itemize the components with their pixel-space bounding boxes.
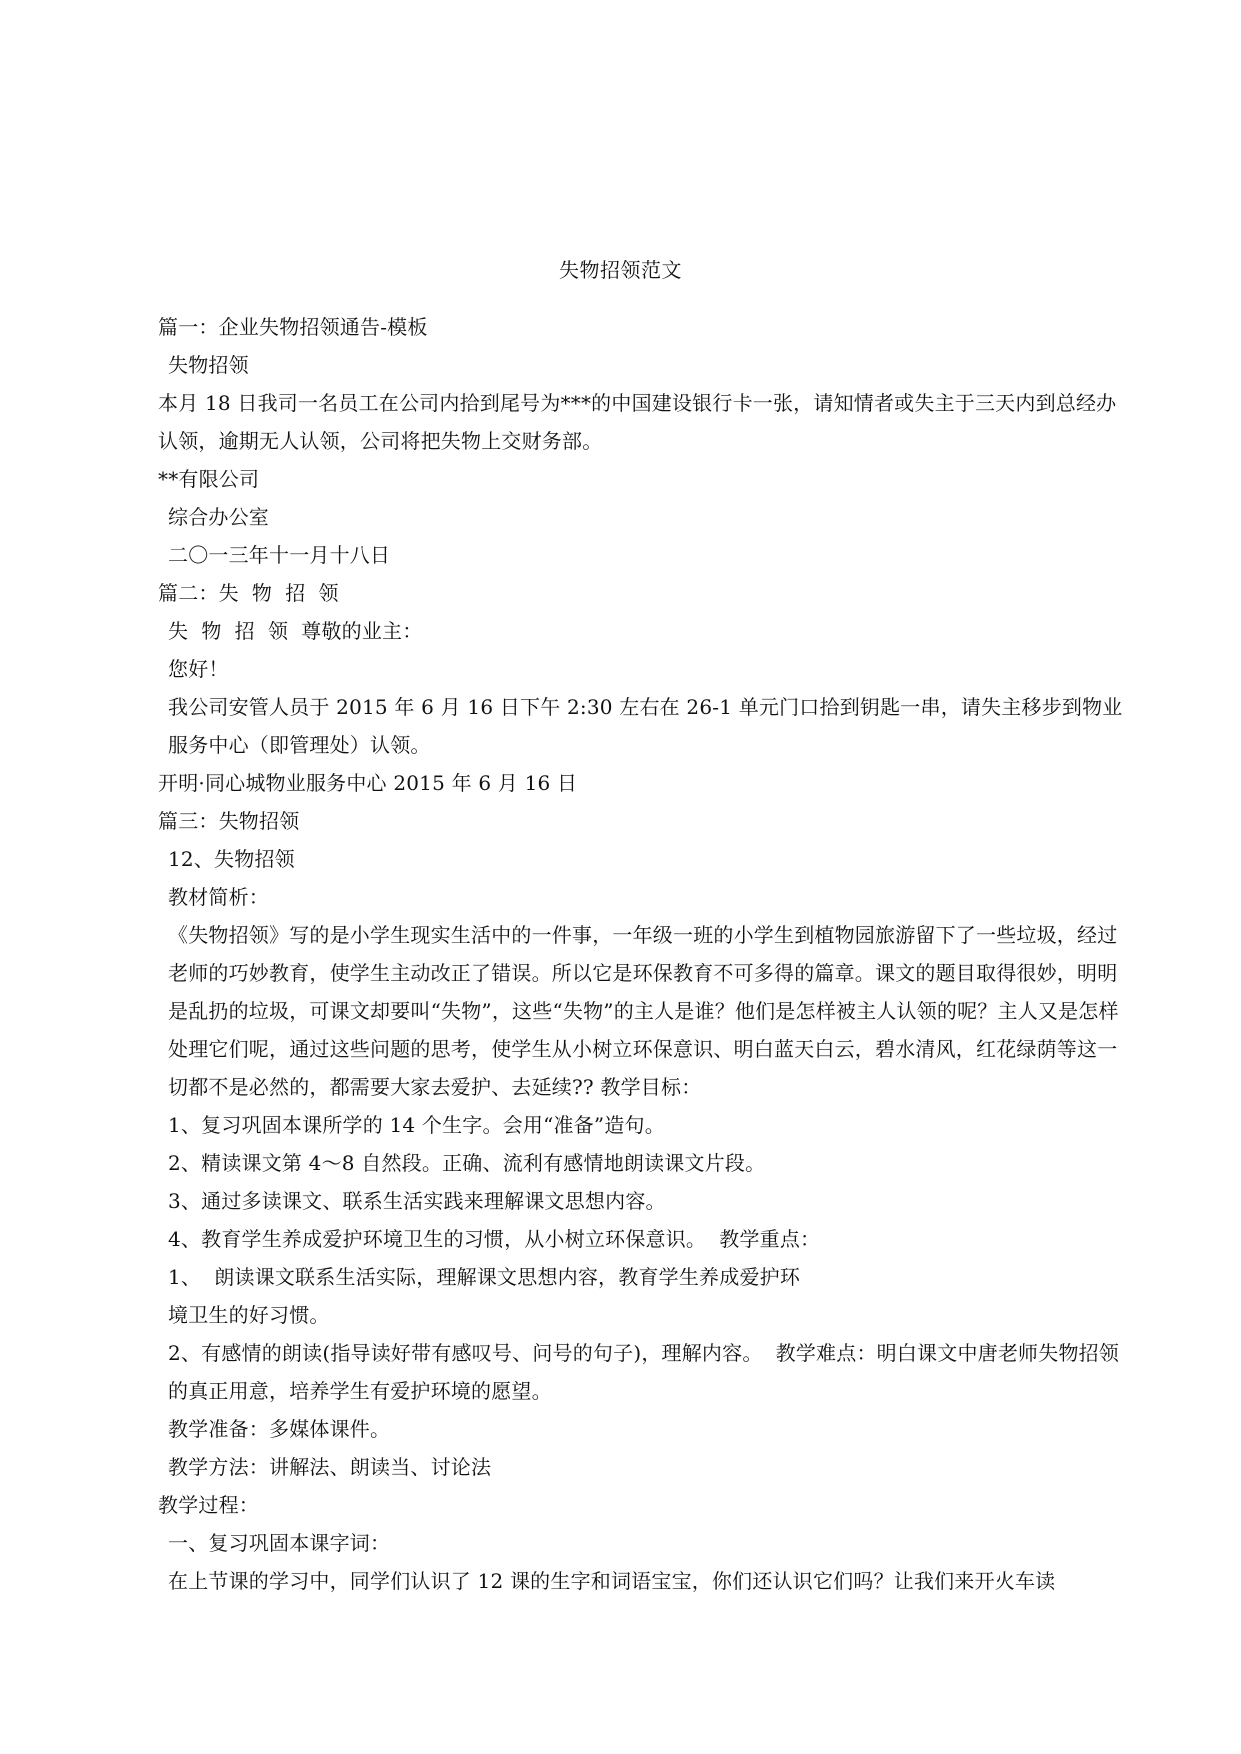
notice-heading-salutation: 失 物 招 领 尊敬的业主：	[168, 619, 423, 643]
teaching-process-heading: 教学过程：	[158, 1493, 259, 1517]
key-point-item-1: 1、 朗读课文联系生活实际，理解课文思想内容，教育学生养成爱护环	[168, 1265, 801, 1289]
notice-heading: 失物招领	[168, 353, 249, 377]
company-name: **有限公司	[158, 467, 260, 491]
teaching-methods: 教学方法：讲解法、朗读当、讨论法	[168, 1455, 492, 1479]
key-point-item-2: 2、有感情的朗读(指导读好带有感叹号、问号的句子)，理解内容。 教学难点：明白课文中唐老师失物招领的真正用意，培养学生有爱护环境的愿望。	[168, 1341, 1120, 1403]
notice-body-2: 我公司安管人员于 2015 年 6 月 16 日下午 2:30 左右在 26-1 单元门口拾到钥匙一串，请失主移步到物业服务中心（即管理处）认领。	[168, 695, 1123, 757]
notice-date: 二〇一三年十一月十八日	[168, 543, 391, 567]
department-name: 综合办公室	[168, 505, 269, 529]
objective-item-2: 2、精读课文第 4～8 自然段。正确、流利有感情地朗读课文片段。	[168, 1151, 766, 1175]
objective-item-1: 1、复习巩固本课所学的 14 个生字。会用“准备”造句。	[168, 1113, 665, 1137]
objective-item-3: 3、通过多读课文、联系生活实践来理解课文思想内容。	[168, 1189, 666, 1213]
signature-line: 开明·同心城物业服务中心 2015 年 6 月 16 日	[158, 771, 578, 795]
section-heading-3: 篇三：失物招领	[158, 809, 300, 833]
notice-body: 本月 18 日我司一名员工在公司内拾到尾号为***的中国建设银行卡一张，请知情者或失主于三天内到总经办认领，逾期无人认领，公司将把失物上交财务部。	[158, 391, 1117, 453]
lesson-title: 12、失物招领	[168, 847, 295, 871]
teaching-preparation: 教学准备：多媒体课件。	[168, 1417, 391, 1441]
process-step-1-body: 在上节课的学习中，同学们认识了 12 课的生字和词语宝宝，你们还认识它们吗？让我们来开火车读	[168, 1569, 1056, 1593]
section-heading-1: 篇一：企业失物招领通告-模板	[158, 315, 428, 339]
material-analysis-heading: 教材简析：	[168, 885, 269, 909]
greeting: 您好！	[168, 657, 229, 681]
process-step-1-heading: 一、复习巩固本课字词：	[168, 1531, 391, 1555]
material-analysis-body: 《失物招领》写的是小学生现实生活中的一件事，一年级一班的小学生到植物园旅游留下了一些垃圾，经过老师的巧妙教育，使学生主动改正了错误。所以它是环保教育不可多得的篇章。课文的题目取得很妙，明明是乱扔的垃圾，可课文却要叫“失物”，这些“失物”的主人是谁？他们是怎样被主人认领的呢？主人又是怎样处理它们呢，通过这些问题的思考，使学生从小树立环保意识、明白蓝天白云，碧水清风，红花绿荫等这一切都不是必然的，都需要大家去爱护、去延续?? 教学目标：	[168, 923, 1119, 1099]
document-body	[158, 308, 1128, 1600]
key-point-item-1-cont: 境卫生的好习惯。	[168, 1303, 330, 1327]
objective-item-4: 4、教育学生养成爱护环境卫生的习惯，从小树立环保意识。 教学重点：	[168, 1227, 821, 1251]
document-title: 失物招领范文	[559, 258, 682, 282]
section-heading-2: 篇二：失 物 招 领	[158, 581, 339, 605]
